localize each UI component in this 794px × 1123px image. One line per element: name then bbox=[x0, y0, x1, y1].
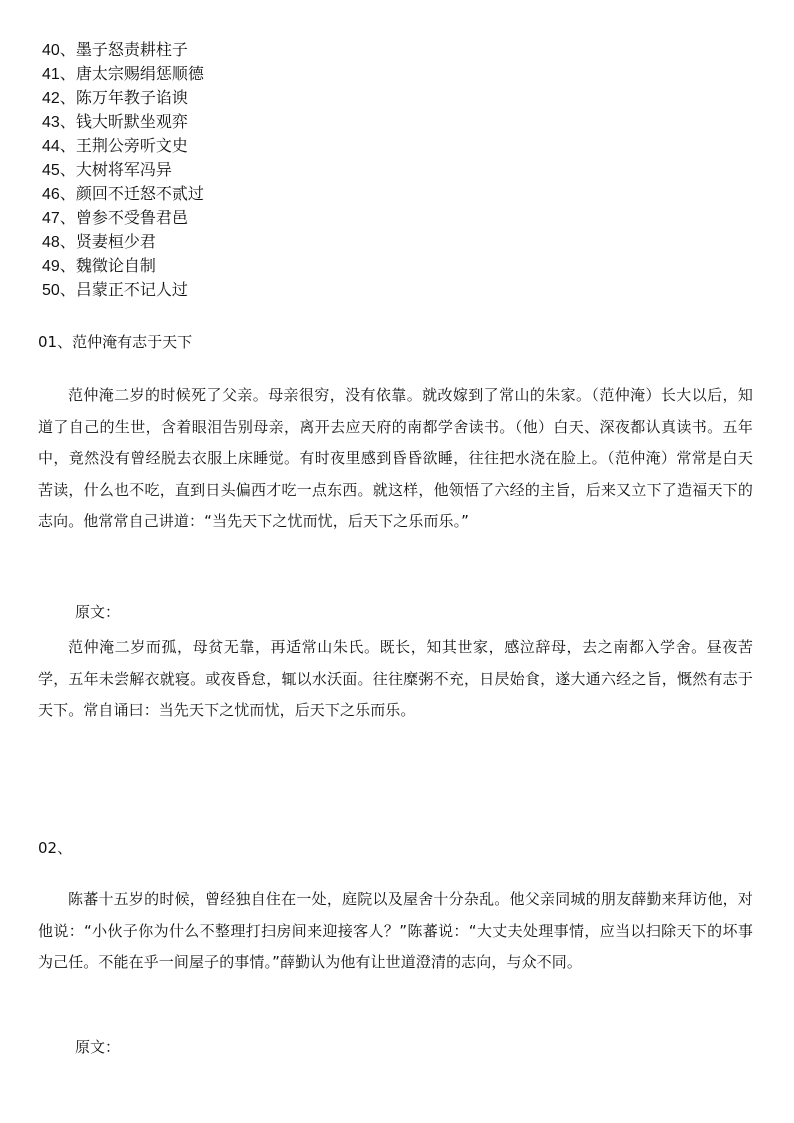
toc-item-number: 46 bbox=[42, 186, 60, 203]
toc-item-separator: 、 bbox=[59, 160, 76, 179]
toc-item-number: 40 bbox=[42, 42, 60, 59]
toc-item-number: 43 bbox=[42, 114, 60, 131]
toc-item bbox=[42, 230, 204, 254]
toc-item-title: 曾参不受鲁君邑 bbox=[75, 208, 188, 227]
toc-item-separator: 、 bbox=[59, 136, 76, 155]
toc-item-title: 贤妻桓少君 bbox=[75, 232, 156, 251]
toc-item-title: 大树将军冯异 bbox=[75, 160, 172, 179]
toc-item-separator: 、 bbox=[59, 88, 76, 107]
toc-item-number: 44 bbox=[42, 138, 60, 155]
toc-item-title: 吕蒙正不记人过 bbox=[75, 280, 188, 299]
toc-item-number: 50 bbox=[42, 282, 60, 299]
toc-item-number: 41 bbox=[42, 66, 60, 83]
toc-item-number: 48 bbox=[42, 234, 60, 251]
toc-item bbox=[42, 62, 204, 86]
original-text-paragraph: 范仲淹二岁而孤，母贫无靠，再适常山朱氏。既长，知其世家，感泣辞母，去之南都入学舍。昼夜苦学，五年未尝解衣就寝。或夜昏怠，辄以水沃面。往往糜粥不充，日昃始食，遂大通六经之旨，慨然有志于天下。常自诵曰：当先天下之忧而忧，后天下之乐而乐。 bbox=[38, 638, 753, 719]
toc-item bbox=[42, 38, 204, 62]
toc-item-title: 唐太宗赐绢惩顺德 bbox=[75, 64, 204, 83]
toc-item bbox=[42, 278, 204, 302]
toc-item-title: 魏徵论自制 bbox=[75, 256, 156, 275]
toc-item-separator: 、 bbox=[59, 208, 76, 227]
toc-item-title: 颜回不迁怒不贰过 bbox=[75, 184, 204, 203]
toc-item bbox=[42, 86, 204, 110]
toc-item-title: 墨子怒责耕柱子 bbox=[75, 40, 188, 59]
toc-item-separator: 、 bbox=[59, 184, 76, 203]
toc-item-number: 49 bbox=[42, 258, 60, 275]
toc-item-title: 陈万年教子谄谀 bbox=[75, 88, 188, 107]
original-text-label: 原文： bbox=[75, 1038, 121, 1056]
section-title: 02、 bbox=[38, 839, 73, 857]
translation-paragraph: 陈蕃十五岁的时候，曾经独自住在一处，庭院以及屋舍十分杂乱。他父亲同城的朋友薛勤来拜访他，对他说：“小伙子你为什么不整理打扫房间来迎接客人？”陈蕃说：“大丈夫处理事情，应当以扫除天下的坏事为己任。不能在乎一间屋子的事情。”薛勤认为他有让世道澄清的志向，与众不同。 bbox=[38, 890, 753, 971]
toc-item-separator: 、 bbox=[59, 64, 76, 83]
original-text-label: 原文： bbox=[75, 603, 121, 621]
toc-item bbox=[42, 206, 204, 230]
toc-item-title: 钱大昕默坐观弈 bbox=[75, 112, 188, 131]
toc-item-number: 47 bbox=[42, 210, 60, 227]
toc-item bbox=[42, 182, 204, 206]
toc-item-title: 王荆公旁听文史 bbox=[75, 136, 188, 155]
translation-paragraph: 范仲淹二岁的时候死了父亲。母亲很穷，没有依靠。就改嫁到了常山的朱家。（范仲淹）长大以后，知道了自己的生世，含着眼泪告别母亲，离开去应天府的南都学舍读书。（他）白天、深夜都认真读书。五年中，竟然没有曾经脱去衣服上床睡觉。有时夜里感到昏昏欲睡，往往把水浇在脸上。（范仲淹）常常是白天苦读，什么也不吃，直到日头偏西才吃一点东西。就这样，他领悟了六经的主旨，后来又立下了造福天下的志向。他常常自己讲道：“当先天下之忧而忧，后天下之乐而乐。” bbox=[38, 386, 753, 530]
toc-item bbox=[42, 254, 204, 278]
toc-item-separator: 、 bbox=[59, 256, 76, 275]
toc-item-separator: 、 bbox=[59, 40, 76, 59]
toc-item-separator: 、 bbox=[59, 112, 76, 131]
toc-item-separator: 、 bbox=[59, 280, 76, 299]
toc-item-separator: 、 bbox=[59, 232, 76, 251]
toc-item bbox=[42, 134, 204, 158]
table-of-contents bbox=[42, 38, 204, 302]
toc-item bbox=[42, 158, 204, 182]
toc-item-number: 42 bbox=[42, 90, 60, 107]
toc-item-number: 45 bbox=[42, 162, 60, 179]
section-title: 01、范仲淹有志于天下 bbox=[38, 333, 193, 351]
toc-item bbox=[42, 110, 204, 134]
